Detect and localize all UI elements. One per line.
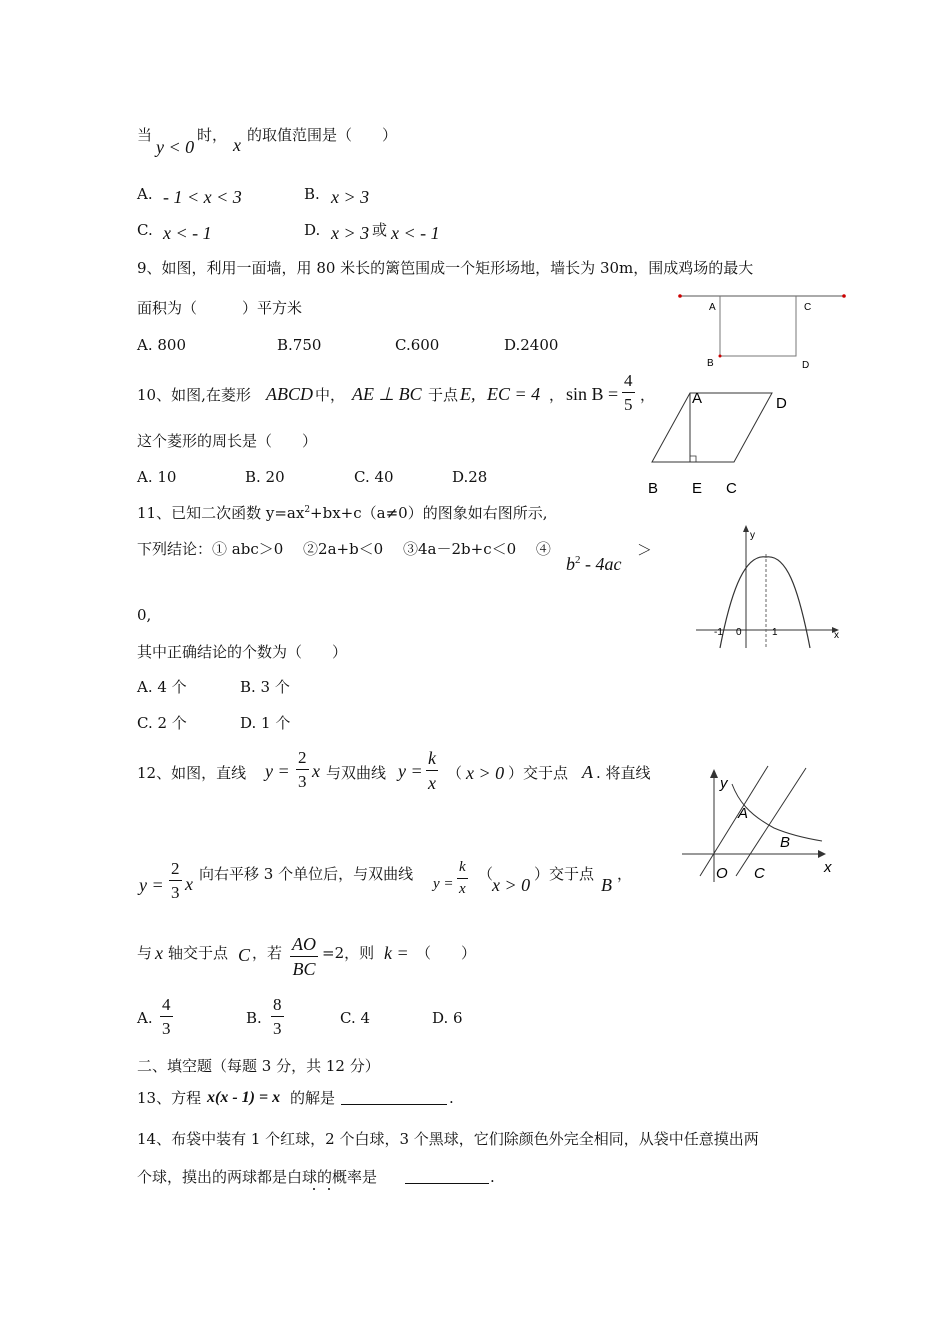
q12-line3-mid: 轴交于点	[168, 944, 229, 962]
q12-line2-fraction-den: 3	[171, 883, 180, 902]
label-y: y	[720, 775, 728, 792]
q11-line-1-pre: 11、已知二次函数 y=ax	[137, 504, 305, 522]
section-2-heading: 二、填空题（每题 3 分，共 12 分）	[137, 1057, 380, 1075]
q10-rhombus-name: ABCD	[266, 384, 313, 404]
q14-line-2: 个球，摸出的两球都是白球的概率是	[137, 1168, 378, 1186]
q11-discriminant	[566, 555, 621, 573]
q13-prefix: 13、方程	[137, 1089, 202, 1107]
label-minus-1: -1	[714, 627, 723, 638]
q12-option-b-label: B.	[246, 1009, 262, 1027]
emphasis-dot	[313, 1188, 315, 1190]
label-c: C	[804, 302, 812, 313]
q10-sin-b: sin B =	[566, 384, 619, 404]
q12-line2-condition: x > 0	[492, 875, 531, 895]
q12-point-a: A	[582, 762, 593, 782]
label-x: x	[824, 859, 832, 876]
q8-text-post: 的取值范围是（ ）	[247, 126, 398, 144]
q13-end: .	[449, 1089, 454, 1107]
q10-point-e: E,	[460, 384, 476, 404]
label-e: E	[692, 480, 703, 497]
q11-line-1-post: +bx+c（a≠0）的图象如右图所示,	[310, 504, 548, 522]
q12-line2-tail: ，	[617, 865, 633, 883]
q11-line-1	[137, 506, 547, 521]
q12-line2-y-eq: y =	[139, 875, 164, 895]
label-a: A	[709, 302, 716, 313]
q12-line3-x: x	[155, 943, 163, 963]
label-c: C	[726, 480, 737, 497]
right-angle-mark	[690, 456, 696, 462]
q10-ec-length: EC = 4	[487, 384, 541, 404]
q10-zhong: 中，	[315, 386, 346, 404]
q12-option-a-den: 3	[162, 1019, 171, 1038]
q12-ratio-num: AO	[290, 935, 318, 957]
q9-option-c: C.600	[395, 336, 440, 354]
q10-option-d: D.28	[452, 468, 488, 486]
q12-fraction-1	[296, 749, 309, 790]
label-c: C	[754, 865, 765, 882]
q12-prefix: 12、如图，直线	[137, 764, 247, 782]
q12-y-eq-2: y =	[398, 761, 423, 781]
label-b: B	[648, 480, 659, 497]
q12-line2-k-num: k	[457, 860, 468, 879]
q12-paren-close: ）交于点	[508, 764, 569, 782]
q12-ratio-fraction	[290, 935, 318, 978]
q12-fraction-1-num: 2	[296, 749, 309, 770]
q12-line2-y-eq-2: y =	[433, 876, 454, 892]
q11-gt: ＞	[637, 541, 653, 559]
q10-rhombus-figure	[640, 385, 800, 500]
q8-option-a-expr: - 1 < x < 3	[163, 187, 242, 207]
q12-line2-k-fraction	[457, 860, 468, 897]
q12-option-a-fraction	[160, 996, 173, 1037]
q12-option-d: D. 6	[432, 1009, 463, 1027]
label-y: y	[750, 530, 755, 541]
q13-suffix: 的解是	[290, 1089, 336, 1107]
wall-end-right	[842, 294, 846, 298]
q10-option-c: C. 40	[354, 468, 394, 486]
q11-disc-b: b	[566, 554, 575, 574]
q11-disc-rest: - 4ac	[580, 554, 622, 574]
q14-answer-blank[interactable]	[405, 1183, 489, 1184]
line-through-origin	[700, 766, 768, 876]
q12-line2-x: x	[185, 874, 193, 894]
label-b: B	[707, 358, 714, 369]
q11-parabola-figure	[694, 524, 854, 654]
q10-line-2: 这个菱形的周长是（ ）	[137, 432, 318, 450]
q9-line-1: 9、如图，利用一面墙，用 80 米长的篱笆围成一个矩形场地，墙长为 30m，围成鸡场的最大	[137, 259, 754, 277]
q12-hyperbola-figure	[678, 764, 848, 889]
q12-line3-ruo: ，若	[252, 944, 283, 962]
q12-option-a-label: A.	[137, 1009, 153, 1027]
q12-paren-open: （	[447, 764, 463, 782]
q12-line2-paren-open: （	[478, 865, 494, 883]
q11-superscript: 2	[304, 505, 311, 515]
q8-text-mid: 时，	[197, 126, 228, 144]
q12-fraction-1-den: 3	[298, 772, 307, 791]
q11-option-a: A. 4 个	[137, 678, 187, 696]
q9-option-d: D.2400	[504, 336, 559, 354]
q12-fraction-2	[426, 749, 438, 792]
q12-condition: x > 0	[466, 763, 505, 783]
q12-option-c: C. 4	[340, 1009, 371, 1027]
q12-line3-tail: （ ）	[416, 944, 477, 962]
q10-fraction-den: 5	[624, 395, 633, 414]
q12-option-a-num: 4	[160, 996, 173, 1017]
q14-line-1: 14、布袋中装有 1 个红球，2 个白球，3 个黑球，它们除颜色外完全相同，从袋中任意摸出两	[137, 1130, 759, 1148]
corner-b-dot	[719, 355, 722, 358]
q12-option-b-num: 8	[271, 996, 284, 1017]
q8-option-d-expr: x > 3	[331, 223, 370, 243]
q13-equation: x(x - 1) = x	[207, 1089, 281, 1106]
q10-prefix: 10、如图,在菱形	[137, 386, 251, 404]
q10-perpendicular: AE ⊥ BC	[352, 384, 422, 404]
q9-option-b: B.750	[277, 336, 322, 354]
q12-ratio-den: BC	[292, 959, 316, 979]
q13-answer-blank[interactable]	[341, 1104, 447, 1105]
q11-disc-sup: 2	[575, 554, 581, 566]
q8-condition: y < 0	[156, 137, 195, 157]
q12-line2-fraction	[169, 860, 182, 901]
y-axis-arrow	[743, 525, 749, 532]
wall-end-left	[678, 294, 682, 298]
shifted-line	[736, 768, 806, 876]
q8-option-c-expr: x < - 1	[163, 223, 212, 243]
label-a: A	[692, 390, 703, 407]
label-d: D	[776, 395, 787, 412]
label-1: 1	[772, 627, 778, 638]
y-axis-arrow	[710, 769, 718, 778]
q11-line-3: 0,	[137, 606, 152, 624]
q11-line-4: 其中正确结论的个数为（ ）	[137, 643, 348, 661]
parabola-curve	[720, 557, 810, 648]
q12-x-1: x	[312, 761, 320, 781]
q8-option-b-expr: x > 3	[331, 187, 370, 207]
q14-end: .	[490, 1168, 495, 1186]
q12-fraction-2-num: k	[426, 749, 438, 771]
q11-option-c: C. 2 个	[137, 714, 187, 732]
q12-option-b-den: 3	[273, 1019, 282, 1038]
q9-rectangle-figure	[676, 288, 856, 370]
q12-tail-1: . 将直线	[596, 764, 651, 782]
q11-option-b: B. 3 个	[240, 678, 290, 696]
label-b: B	[780, 834, 791, 851]
x-axis-arrow	[818, 850, 826, 858]
q8-option-a-label: A.	[137, 185, 153, 203]
q12-mid-1: 与双曲线	[326, 764, 387, 782]
q8-option-d-or: 或	[372, 221, 388, 239]
q8-option-c-label: C.	[137, 221, 153, 239]
q10-comma: ，	[549, 386, 565, 404]
q12-line2-fraction-num: 2	[169, 860, 182, 881]
q8-text-pre: 当	[137, 126, 153, 144]
q8-option-d-expr2: x < - 1	[391, 223, 440, 243]
q8-variable: x	[233, 135, 241, 155]
label-d: D	[802, 360, 810, 371]
q11-option-d: D. 1 个	[240, 714, 291, 732]
q11-line-2: 下列结论：① abc＞0 ②2a+b＜0 ③4a－2b+c＜0 ④	[137, 540, 551, 558]
label-a: A	[738, 805, 749, 822]
q12-fraction-2-den: x	[428, 773, 436, 793]
q10-option-a: A. 10	[137, 468, 177, 486]
q8-option-b-label: B.	[304, 185, 320, 203]
q12-line2-k-den: x	[459, 881, 466, 897]
q10-yudian: 于点	[428, 386, 459, 404]
q9-option-a: A. 800	[137, 336, 186, 354]
q12-line2-paren-close: ）交于点	[534, 865, 595, 883]
q10-fraction	[622, 372, 635, 413]
label-x: x	[834, 630, 839, 641]
q8-option-d-label: D.	[304, 221, 321, 239]
q9-line-2: 面积为（ ）平方米	[137, 299, 303, 317]
q12-line2-mid: 向右平移 3 个单位后，与双曲线	[199, 865, 414, 883]
q10-tail: ，	[640, 386, 656, 404]
fence-rectangle	[720, 296, 796, 356]
q10-option-b: B. 20	[245, 468, 285, 486]
q12-line3-pre: 与	[137, 944, 153, 962]
q12-option-b-fraction	[271, 996, 284, 1037]
emphasis-dot	[328, 1188, 330, 1190]
rhombus-abcd	[652, 393, 772, 462]
q10-fraction-num: 4	[622, 372, 635, 393]
q12-k-eq: k =	[384, 943, 409, 963]
label-origin: 0	[736, 627, 742, 638]
q12-y-eq: y =	[265, 761, 290, 781]
q12-point-c: C	[238, 945, 251, 965]
q12-point-b: B	[601, 875, 612, 895]
label-o: O	[716, 865, 728, 882]
q12-line3-eq: =2，则	[322, 944, 375, 962]
